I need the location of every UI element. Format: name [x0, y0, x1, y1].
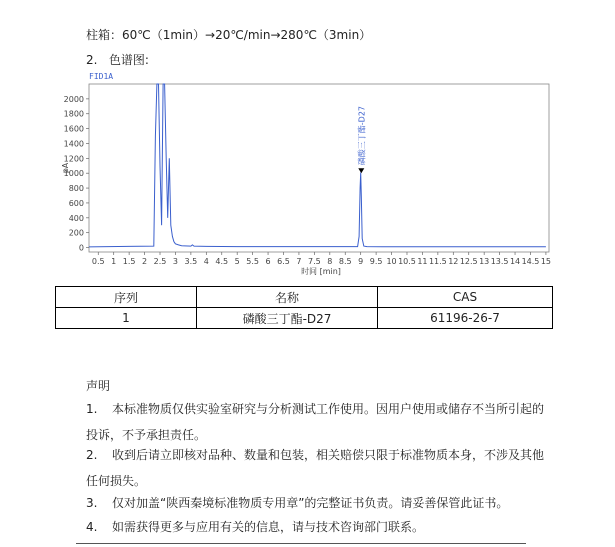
x-tick-label: 6.5	[277, 257, 290, 266]
notice-title: 声明	[86, 379, 111, 393]
chromatogram-trace	[89, 84, 546, 247]
x-tick-label: 1	[111, 257, 117, 266]
x-tick-label: 1.5	[122, 257, 136, 266]
x-tick-label: 4.5	[215, 257, 229, 266]
notice-item-number: 1.	[86, 402, 98, 416]
x-tick-label: 12	[448, 257, 459, 266]
x-axis-label: 时间 [min]	[301, 267, 341, 276]
header-sequence: 序列	[56, 287, 197, 308]
peak-marker	[358, 168, 364, 173]
y-tick-label: 400	[68, 213, 84, 223]
x-tick-label: 7.5	[308, 257, 321, 266]
y-tick-label: 1800	[63, 109, 84, 119]
y-tick-label: 1200	[63, 154, 84, 164]
table-header-row	[56, 287, 553, 308]
x-tick-label: 13.5	[490, 257, 509, 266]
x-tick-label: 8	[327, 257, 333, 266]
notice-item-1	[86, 401, 546, 417]
x-tick-label: 3.5	[184, 257, 198, 266]
x-tick-label: 2.5	[153, 257, 167, 266]
x-tick-label: 6	[265, 257, 271, 266]
compound-table	[55, 286, 553, 329]
x-tick-label: 2	[142, 257, 148, 266]
column-oven-program: 柱箱：60℃（1min）→20℃/min→280℃（3min）	[86, 28, 372, 42]
x-tick-label: 11	[417, 257, 428, 266]
y-tick-label: 0	[78, 243, 84, 253]
x-tick-label: 14.5	[521, 257, 540, 266]
peak-label: 磷酸三丁酯-D27	[357, 105, 367, 166]
y-tick-label: 200	[68, 228, 84, 238]
y-tick-label: 2000	[63, 94, 84, 104]
section-title: 色谱图:	[108, 53, 149, 67]
x-tick-label: 10	[386, 257, 397, 266]
cell-cas: 61196-26-7	[378, 308, 553, 329]
x-tick-label: 13	[479, 257, 490, 266]
y-tick-label: 600	[68, 198, 84, 208]
y-axis-label: pA	[61, 162, 70, 174]
notice-item-number: 3.	[86, 496, 98, 510]
x-tick-label: 4	[203, 257, 209, 266]
notice-item-text: 仅对加盖“陕西秦境标准物质专用章”的完整证书负责。请妥善保管此证书。	[112, 496, 509, 510]
x-tick-label: 8.5	[338, 257, 352, 266]
notice-item-2-continued: 任何损失。	[86, 474, 147, 488]
chromatogram-chart	[56, 70, 556, 280]
notice-item-number: 2.	[86, 448, 98, 462]
header-cas: CAS	[378, 287, 553, 308]
bottom-divider	[76, 543, 526, 544]
notice-item-text: 本标准物质仅供实验室研究与分析测试工作使用。因用户使用或储存不当所引起的	[112, 402, 545, 416]
notice-item-1-continued: 投诉，不予承担责任。	[86, 428, 207, 442]
table-row	[56, 308, 553, 329]
x-tick-label: 11.5	[428, 257, 447, 266]
x-axis	[92, 252, 551, 266]
signal-label: FID1A	[89, 72, 114, 81]
x-tick-label: 9	[358, 257, 364, 266]
notice-item-4	[86, 519, 546, 535]
section-number: 2.	[86, 53, 98, 67]
notice-item-text: 如需获得更多与应用有关的信息，请与技术咨询部门联系。	[112, 520, 425, 534]
plot-frame	[89, 84, 549, 252]
y-tick-label: 800	[68, 184, 84, 194]
x-tick-label: 5.5	[246, 257, 259, 266]
x-tick-label: 10.5	[398, 257, 416, 266]
x-tick-label: 9.5	[369, 257, 383, 266]
cell-name: 磷酸三丁酯-D27	[197, 308, 378, 329]
x-tick-label: 7	[296, 257, 302, 266]
x-tick-label: 12.5	[459, 257, 478, 266]
x-tick-label: 15	[540, 257, 552, 266]
header-name: 名称	[197, 287, 378, 308]
x-tick-label: 5	[234, 257, 240, 266]
cell-sequence: 1	[56, 308, 197, 329]
section-heading	[86, 51, 149, 68]
y-tick-label: 1000	[63, 169, 84, 179]
y-tick-label: 1400	[63, 139, 84, 149]
x-tick-label: 0.5	[91, 257, 105, 266]
notice-item-text: 收到后请立即核对品种、数量和包装，相关赔偿只限于标准物质本身，不涉及其他	[112, 448, 545, 462]
notice-item-3	[86, 495, 546, 511]
x-tick-label: 14	[509, 257, 521, 266]
y-tick-label: 1600	[63, 124, 84, 134]
x-tick-label: 3	[172, 257, 178, 266]
notice-item-2	[86, 447, 546, 463]
notice-item-number: 4.	[86, 520, 98, 534]
